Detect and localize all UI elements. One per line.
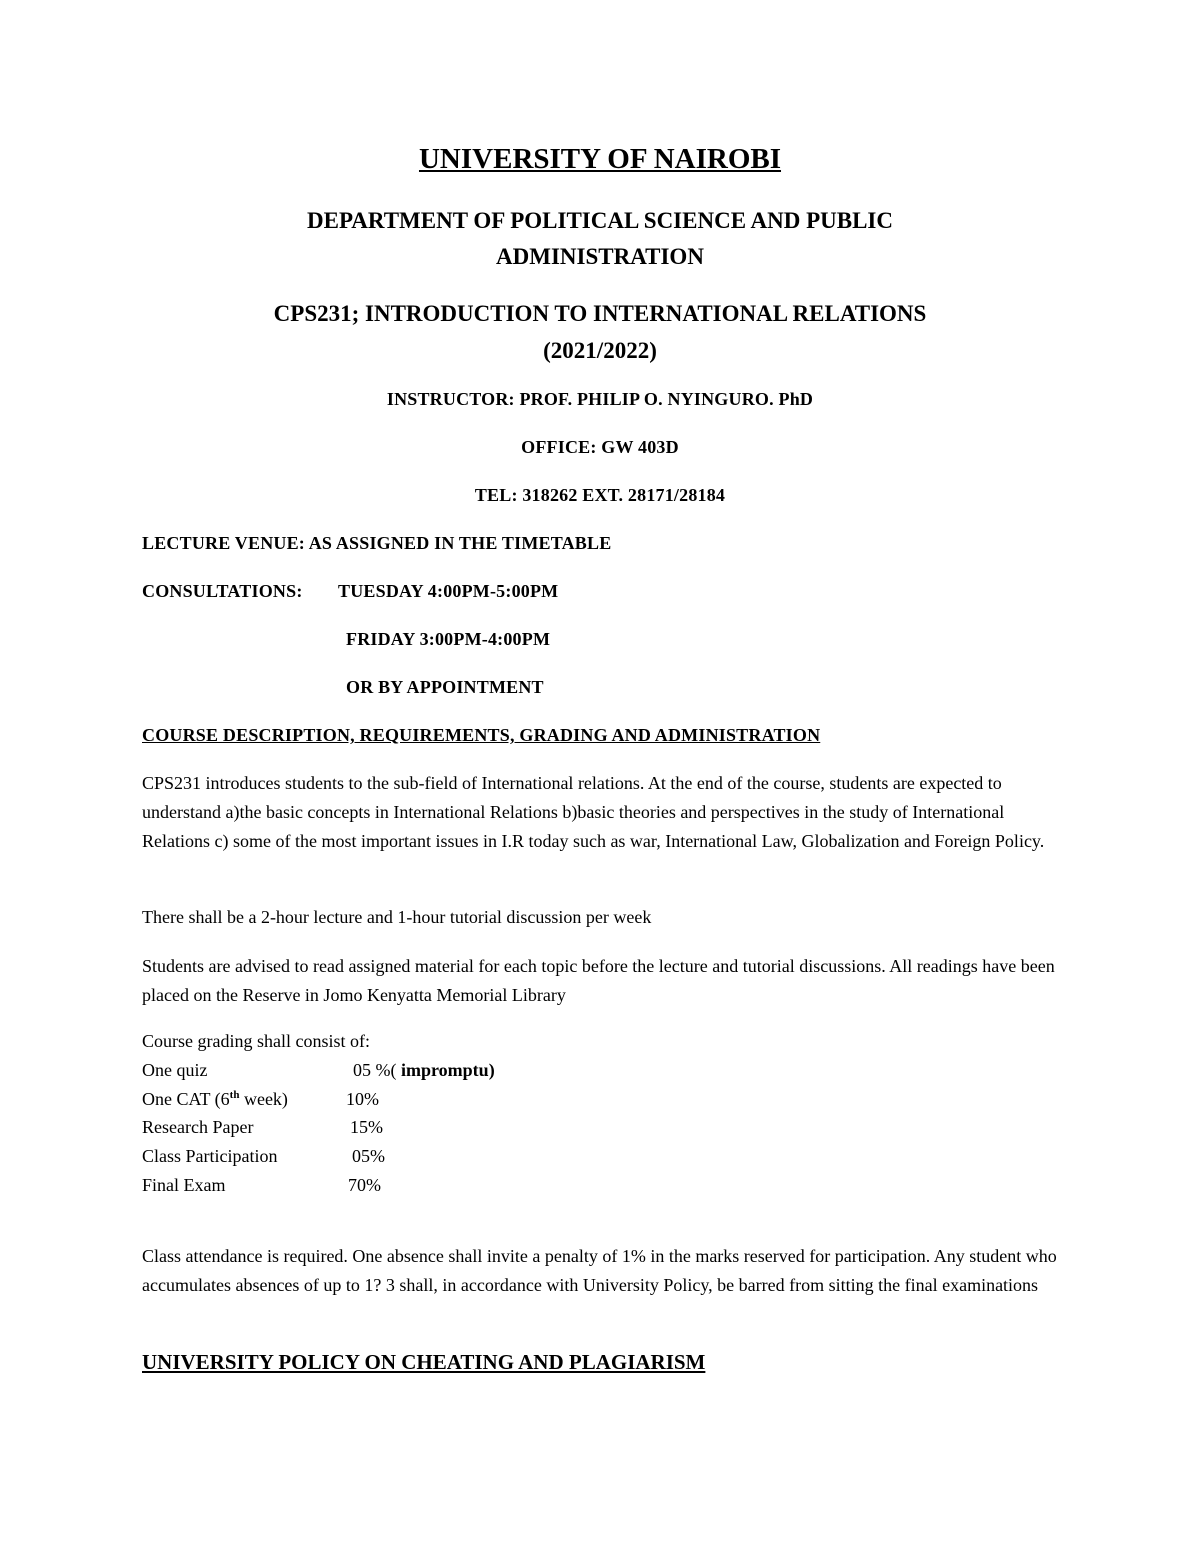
consultation-slot-friday: FRIDAY 3:00PM-4:00PM	[346, 629, 551, 649]
grading-participation-value: 05%	[352, 1146, 385, 1166]
grading-intro: Course grading shall consist of:	[142, 1031, 370, 1051]
department-heading-line2: ADMINISTRATION	[496, 244, 704, 269]
grading-cat-label: One CAT (6th week)	[142, 1089, 288, 1109]
course-title-line1: CPS231; INTRODUCTION TO INTERNATIONAL RELATIONS	[273, 301, 927, 326]
consultation-appointment: OR BY APPOINTMENT	[346, 677, 544, 697]
grading-exam-value: 70%	[348, 1175, 381, 1195]
department-heading-line1: DEPARTMENT OF POLITICAL SCIENCE AND PUBLIC	[307, 208, 893, 233]
consultation-slot-tuesday: TUESDAY 4:00PM-5:00PM	[338, 581, 559, 601]
office-line: OFFICE: GW 403D	[521, 437, 679, 457]
university-title: UNIVERSITY OF NAIROBI	[418, 143, 782, 175]
readings-paragraph: Students are advised to read assigned material for each topic before the lecture and tutorial discussions. All readings have been placed on the Reserve in Jomo Kenyatta Memorial Library	[142, 956, 1055, 1005]
attendance-paragraph: Class attendance is required. One absence shall invite a penalty of 1% in the marks reserved for participation. Any student who accumulates absences of up to 1? 3 shall, in accordance with University Policy, be barred from sitting the final examinations	[142, 1246, 1057, 1295]
grading-cat-value: 10%	[346, 1089, 379, 1109]
policy-section-heading: UNIVERSITY POLICY ON CHEATING AND PLAGIARISM	[142, 1350, 706, 1374]
grading-exam-label: Final Exam	[142, 1175, 226, 1195]
grading-participation-label: Class Participation	[142, 1146, 278, 1166]
lecture-schedule-paragraph: There shall be a 2-hour lecture and 1-hour tutorial discussion per week	[142, 907, 652, 927]
grading-research-label: Research Paper	[142, 1117, 254, 1137]
instructor-line: INSTRUCTOR: PROF. PHILIP O. NYINGURO. PhD	[386, 389, 814, 409]
grading-quiz-value: 05 %( impromptu)	[353, 1060, 495, 1080]
tel-line: TEL: 318262 EXT. 28171/28184	[474, 485, 726, 505]
course-section-heading: COURSE DESCRIPTION, REQUIREMENTS, GRADING AND ADMINISTRATION	[142, 725, 821, 745]
consultations-label: CONSULTATIONS:	[142, 581, 303, 601]
grading-quiz-label: One quiz	[142, 1060, 208, 1080]
grading-research-value: 15%	[350, 1117, 383, 1137]
course-title-line2: (2021/2022)	[543, 338, 657, 363]
lecture-venue-line: LECTURE VENUE: AS ASSIGNED IN THE TIMETABLE	[142, 533, 612, 553]
course-description-paragraph: CPS231 introduces students to the sub-field of International relations. At the end of the course, students are expected to understand a)the basic concepts in International Relations b)basic theories and perspectives in the study of International Relations c) some of the most important issues in I.R today such as war, International Law, Globalization and Foreign Policy.	[142, 773, 1045, 851]
